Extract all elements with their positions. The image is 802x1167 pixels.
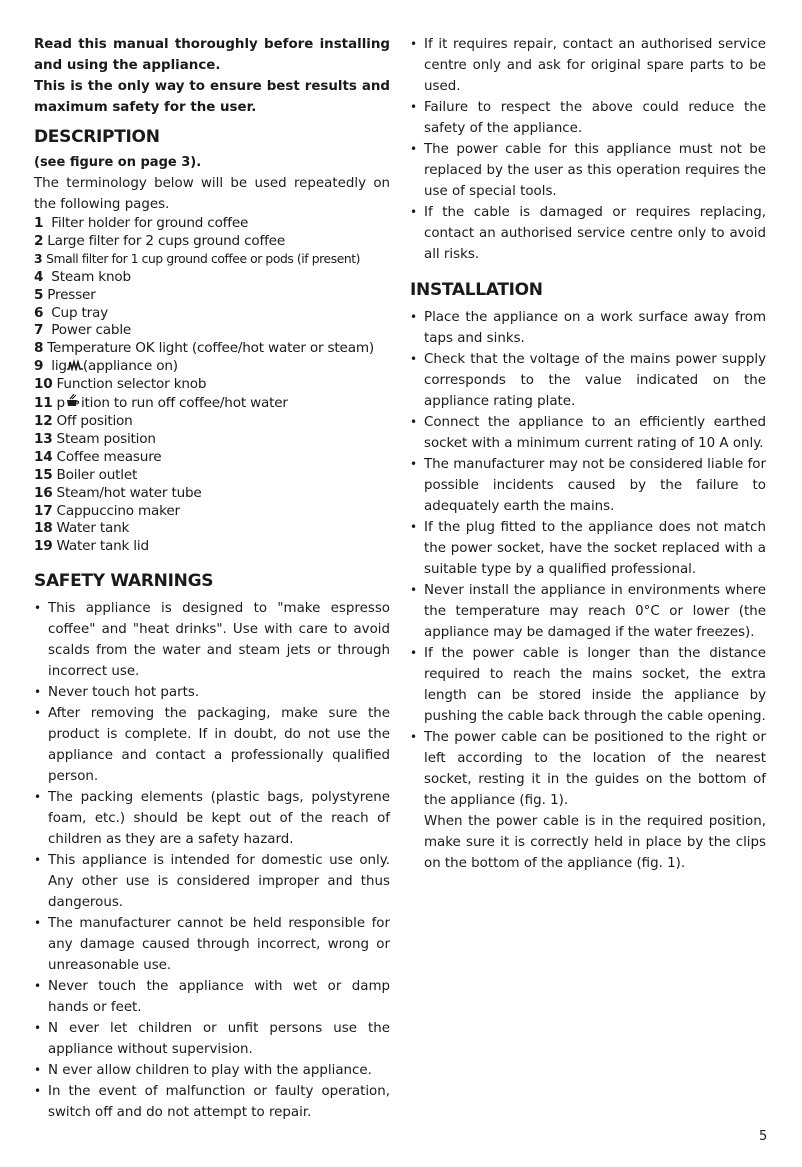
safety-item: • N ever allow children to play with the appliance.	[34, 1060, 390, 1081]
term-item: 11 p ition to run off coffee/hot water	[34, 395, 288, 412]
term-item: 6 Cup tray	[34, 304, 109, 321]
installation-item-text: • The power cable can be positioned to the right or left according to the location of the nearest socket, resting it in the guides on the bottom of the appliance (fig. 1).	[424, 730, 766, 808]
safety-item: • The power cable for this appliance must not be replaced by the user as this operation requires the use of special tools.	[410, 139, 766, 202]
term-item: 13 Steam position	[34, 430, 156, 447]
safety-item: • The manufacturer cannot be held responsible for any damage caused through incorrect, wrong or unreasonable use.	[34, 913, 390, 976]
term-item: 3 Small filter for 1 cup ground coffee or pods (if present)	[34, 251, 361, 266]
safety-list	[34, 598, 390, 1123]
term-item: 10 Function selector knob	[34, 376, 207, 393]
description-subheading: (see figure on page 3).	[34, 155, 202, 170]
safety-item: • If the cable is damaged or requires replacing, contact an authorised service centre only to avoid all risks.	[410, 202, 766, 265]
description-text: The terminology below will be used repeatedly on the following pages.	[34, 176, 390, 212]
term-item: 4 Steam knob	[34, 268, 131, 285]
safety-item: • In the event of malfunction or faulty operation, switch off and do not attempt to repair.	[34, 1081, 390, 1123]
safety-list-continued	[410, 34, 766, 265]
installation-item-note: When the power cable is in the required position, make sure it is correctly held in place by the clips on the bottom of the appliance (fig. 1).	[424, 814, 766, 871]
term-item: 19 Water tank lid	[34, 538, 149, 555]
safety-item: • If it requires repair, contact an authorised service centre only and ask for original spare parts to be used.	[410, 34, 766, 97]
safety-item: • This appliance is intended for domestic use only. Any other use is considered improper and thus dangerous.	[34, 850, 390, 913]
safety-item: • This appliance is designed to "make espresso coffee" and "heat drinks". Use with care to avoid scalds from the water and steam jets or through incorrect use.	[34, 598, 390, 682]
safety-item: • Failure to respect the above could reduce the safety of the appliance.	[410, 97, 766, 139]
safety-heading: SAFETY WARNINGS	[34, 571, 214, 592]
safety-item: • Never touch the appliance with wet or damp hands or feet.	[34, 976, 390, 1018]
intro-line-1: Read this manual thoroughly before installing and using the appliance.	[34, 37, 390, 73]
installation-item: • If the plug fitted to the appliance does not match the power socket, have the socket replaced with a suitable type by a qualified professional.	[410, 517, 766, 580]
right-column	[410, 34, 766, 874]
term-item: 5 Presser	[34, 286, 96, 303]
term-item: 18 Water tank	[34, 520, 130, 537]
term-item: 16 Steam/hot water tube	[34, 484, 202, 501]
safety-item: • N ever let children or unfit persons use the appliance without supervision.	[34, 1018, 390, 1060]
heating-element-icon	[67, 359, 83, 371]
term-item: 8 Temperature OK light (coffee/hot water or steam)	[34, 340, 374, 357]
term-item: 15 Boiler outlet	[34, 466, 138, 483]
safety-item: • After removing the packaging, make sure the product is complete. If in doubt, do not use the appliance and contact a professionally qualified person.	[34, 703, 390, 787]
term-item: 7 Power cable	[34, 322, 132, 339]
term-item: 17 Cappuccino maker	[34, 502, 180, 519]
installation-item: • Place the appliance on a work surface away from taps and sinks.	[410, 307, 766, 349]
term-item: 12 Off position	[34, 412, 133, 429]
term-item: 9 lig (appliance on)	[34, 358, 178, 375]
term-item: 1 Filter holder for ground coffee	[34, 215, 249, 231]
term-item: 2 Large filter for 2 cups ground coffee	[34, 232, 285, 249]
description-heading: DESCRIPTION	[34, 127, 160, 147]
page-number: 5	[759, 1129, 768, 1144]
intro-line-2: This is the only way to ensure best results and maximum safety for the user.	[34, 79, 390, 115]
safety-item: • Never touch hot parts.	[34, 682, 390, 703]
coffee-cup-icon	[65, 394, 81, 406]
installation-item	[410, 727, 766, 874]
installation-item: • The manufacturer may not be considered liable for possible incidents caused by the failure to adequately earth the mains.	[410, 454, 766, 517]
installation-item: • Connect the appliance to an efficiently earthed socket with a minimum current rating of 10 A only.	[410, 412, 766, 454]
safety-item: • The packing elements (plastic bags, polystyrene foam, etc.) should be kept out of the reach of children as they are a safety hazard.	[34, 787, 390, 850]
installation-list	[410, 307, 766, 874]
left-column	[34, 34, 390, 1123]
term-item: 14 Coffee measure	[34, 448, 162, 465]
installation-item: • If the power cable is longer than the distance required to reach the mains socket, the extra length can be stored inside the appliance by pushing the cable back through the cable opening.	[410, 643, 766, 727]
installation-item: • Never install the appliance in environments where the temperature may reach 0°C or lower (the appliance may be damaged if the water freezes).	[410, 580, 766, 643]
installation-heading: INSTALLATION	[410, 280, 543, 300]
installation-item: • Check that the voltage of the mains power supply corresponds to the value indicated on the appliance rating plate.	[410, 349, 766, 412]
terminology-list	[34, 215, 390, 556]
